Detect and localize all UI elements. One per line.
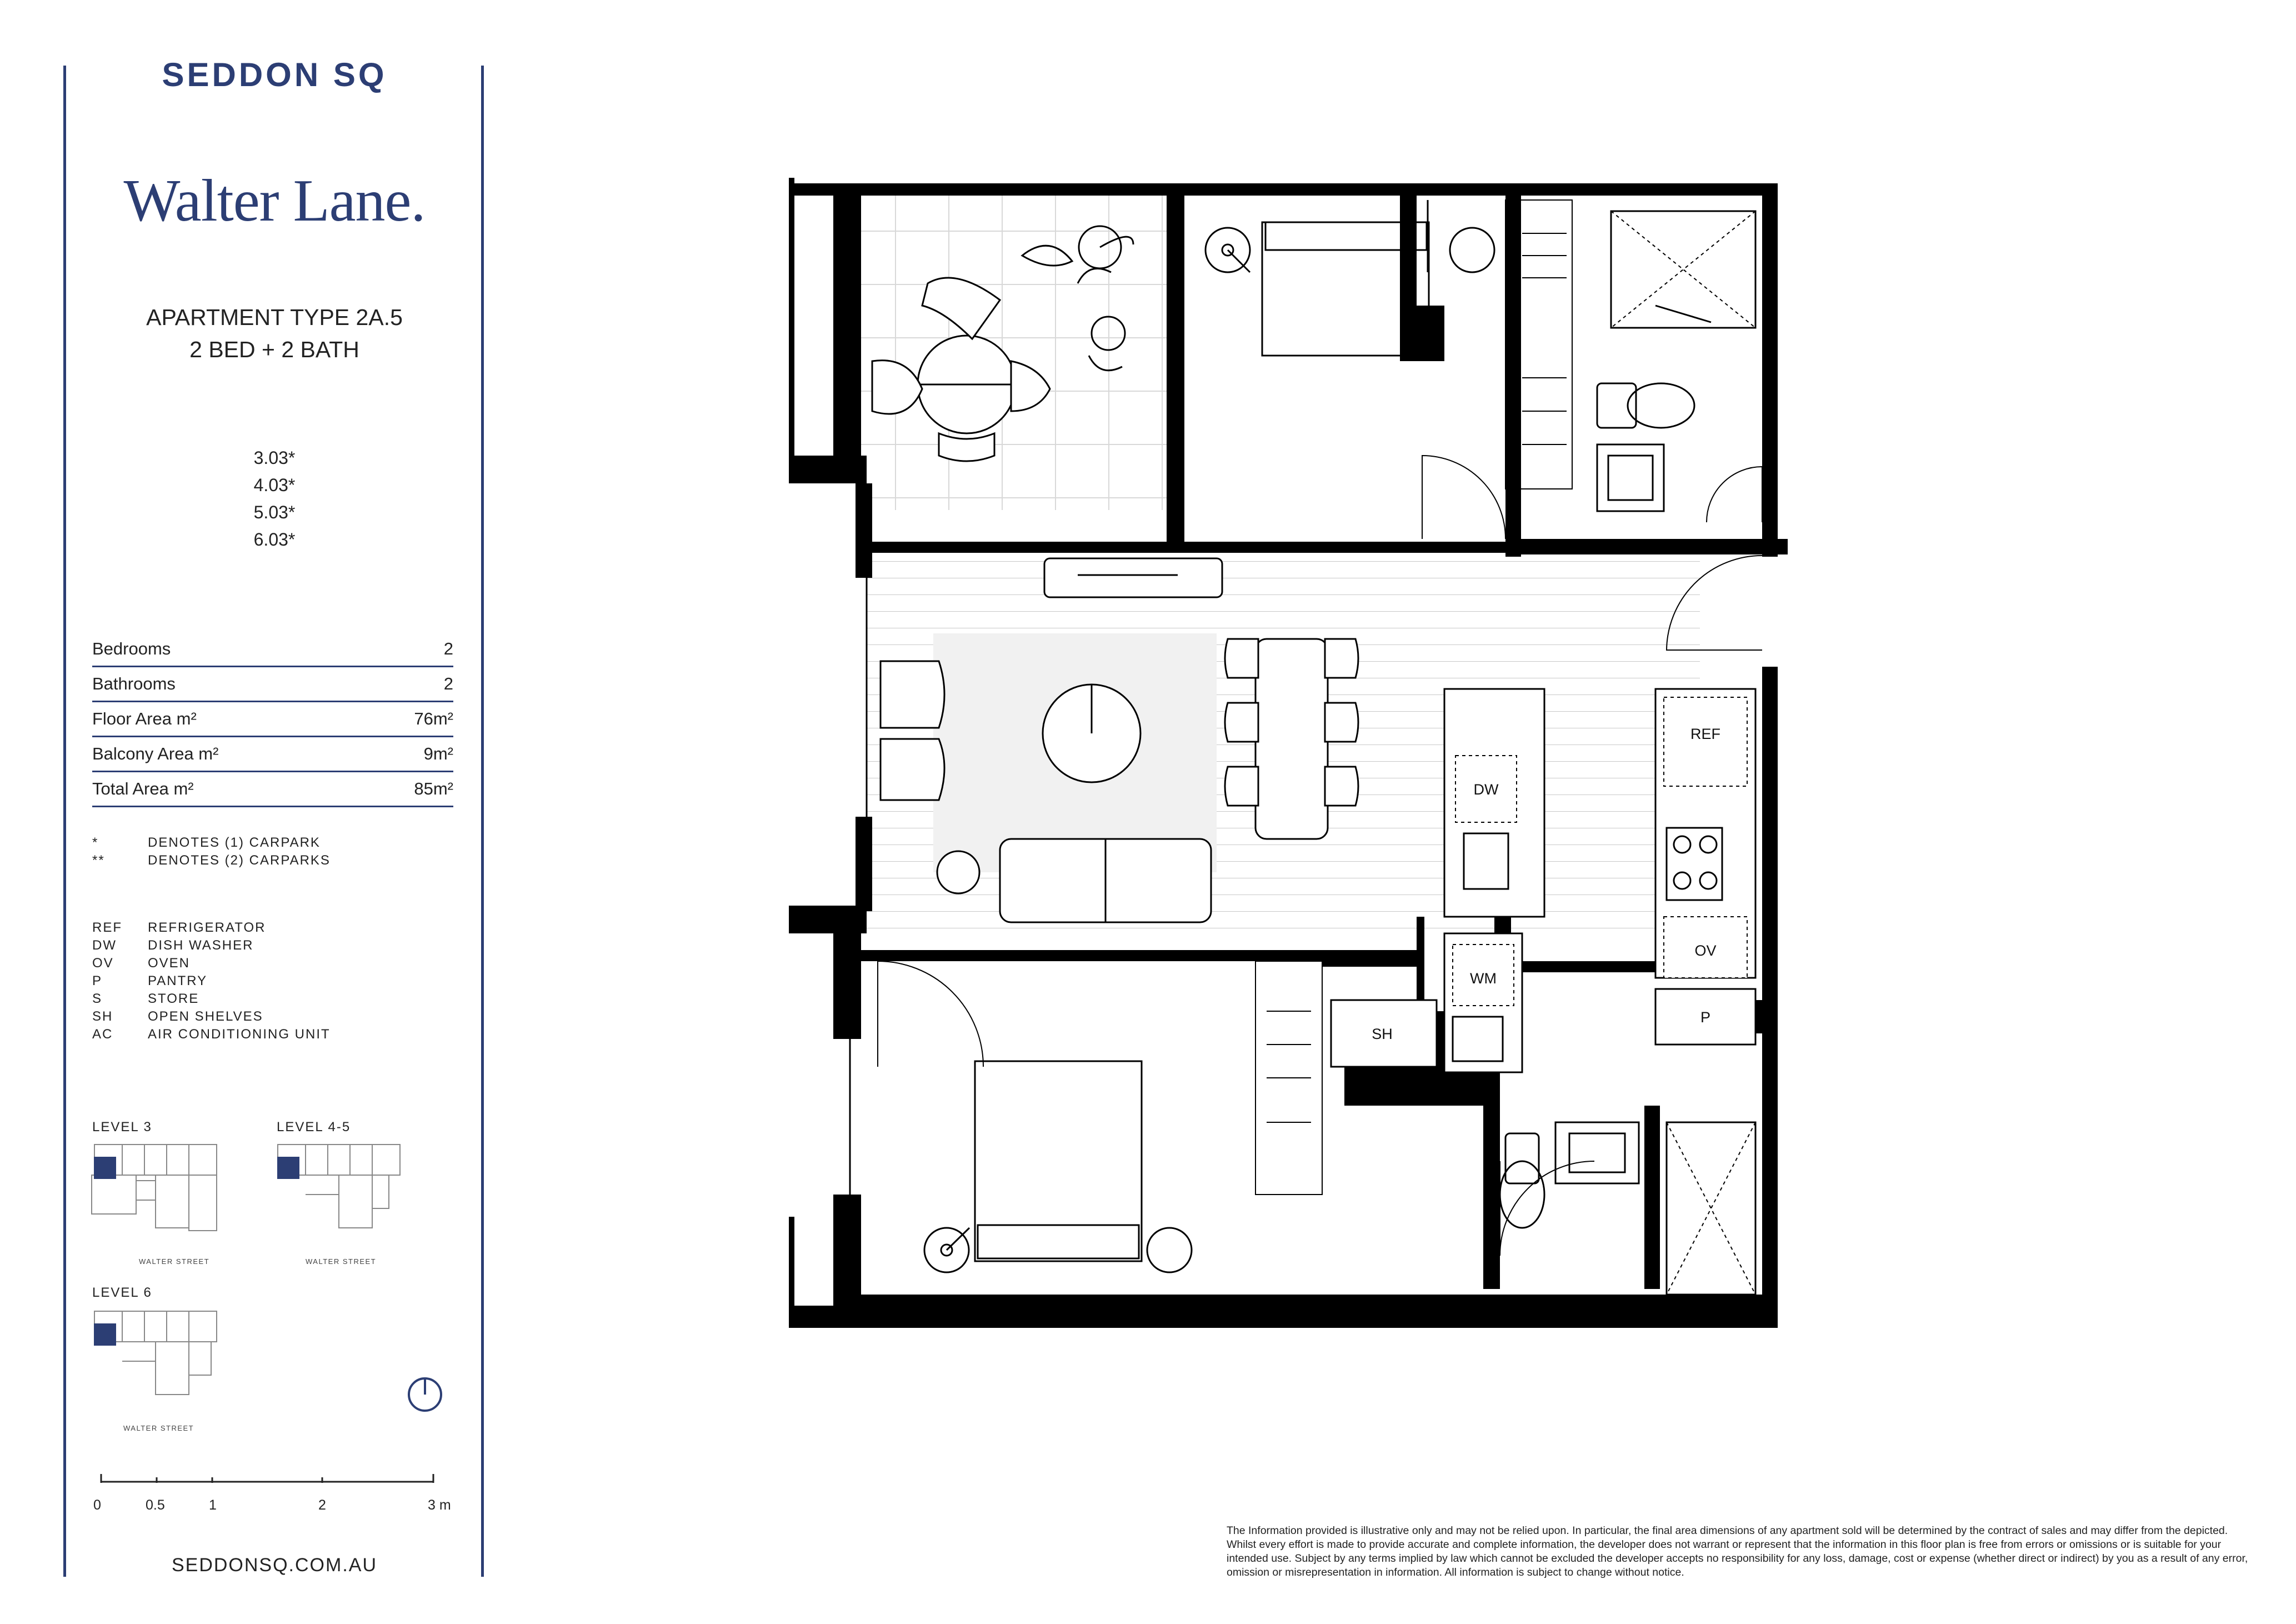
brand-name: SEDDON SQ bbox=[162, 56, 387, 93]
kitchen-island bbox=[1444, 689, 1544, 917]
key-plan-highlight bbox=[94, 1157, 116, 1179]
ensuite-1-fixtures bbox=[1597, 211, 1762, 522]
legend-abbr: P bbox=[92, 973, 103, 988]
floor-plan bbox=[789, 178, 1789, 1328]
table-row bbox=[92, 737, 453, 772]
legend-meaning: REFRIGERATOR bbox=[148, 920, 266, 935]
spec-value: 85m² bbox=[368, 772, 453, 807]
north-arrow-icon bbox=[406, 1375, 444, 1414]
legend-meaning: STORE bbox=[148, 991, 199, 1006]
legend-abbr: DW bbox=[92, 938, 117, 953]
plan-label-sh: SH bbox=[1372, 1026, 1393, 1042]
note-mark: ** bbox=[92, 853, 105, 868]
spec-value: 76m² bbox=[368, 702, 453, 737]
spec-value: 2 bbox=[368, 667, 453, 702]
project-logo: Walter Lane. bbox=[123, 168, 426, 234]
plan-label-ref: REF bbox=[1690, 726, 1720, 742]
spec-label: Bedrooms bbox=[92, 632, 368, 667]
website-url: SEDDONSQ.COM.AU bbox=[171, 1555, 378, 1576]
bedroom-2-furniture bbox=[924, 1061, 1192, 1272]
spec-label: Balcony Area m² bbox=[92, 737, 368, 772]
list-item bbox=[92, 991, 331, 1009]
table-row bbox=[92, 702, 453, 737]
spec-label: Floor Area m² bbox=[92, 702, 368, 737]
unit-number: 6.03* bbox=[253, 529, 296, 549]
key-plan-level-label: LEVEL 6 bbox=[92, 1285, 152, 1300]
list-item bbox=[92, 938, 331, 956]
list-item bbox=[92, 835, 331, 853]
unit-number: 4.03* bbox=[253, 475, 296, 495]
abbreviation-legend bbox=[92, 920, 331, 1045]
unit-number: 5.03* bbox=[253, 502, 296, 522]
scale-tick-label: 1 bbox=[209, 1497, 217, 1513]
legend-meaning: PANTRY bbox=[148, 973, 208, 988]
table-row bbox=[92, 667, 453, 702]
list-item bbox=[92, 1027, 331, 1045]
legend-meaning: AIR CONDITIONING UNIT bbox=[148, 1027, 331, 1042]
bedroom-2-door bbox=[878, 961, 983, 1067]
sidebar-left-rule bbox=[63, 66, 66, 1577]
apartment-bed-bath: 2 BED + 2 BATH bbox=[189, 337, 359, 362]
bedroom-1-door bbox=[1422, 456, 1505, 539]
list-item bbox=[92, 853, 331, 871]
spec-value: 9m² bbox=[368, 737, 453, 772]
area-schedule-table bbox=[92, 632, 453, 807]
table-row bbox=[92, 772, 453, 807]
bedroom-2-wardrobe bbox=[1255, 961, 1322, 1195]
scale-tick-label: 0 bbox=[93, 1497, 101, 1513]
legend-abbr: S bbox=[92, 991, 103, 1006]
bathroom-2-fixtures bbox=[1500, 1122, 1755, 1295]
note-text: DENOTES (1) CARPARK bbox=[148, 835, 321, 850]
scale-tick-label: 0.5 bbox=[146, 1497, 165, 1513]
plan-label-p: P bbox=[1700, 1009, 1711, 1026]
legend-meaning: OPEN SHELVES bbox=[148, 1009, 263, 1024]
spec-value: 2 bbox=[368, 632, 453, 667]
key-plan-street: WALTER STREET bbox=[123, 1424, 194, 1432]
table-row bbox=[92, 632, 453, 667]
key-plan-level-4-5 bbox=[272, 1139, 406, 1239]
carpark-notes bbox=[92, 835, 331, 871]
key-plan-street: WALTER STREET bbox=[139, 1257, 210, 1266]
sidebar-right-rule bbox=[481, 66, 484, 1577]
list-item bbox=[92, 920, 331, 938]
legend-abbr: AC bbox=[92, 1027, 113, 1042]
plan-label-ov: OV bbox=[1694, 942, 1717, 959]
laundry bbox=[1444, 933, 1522, 1072]
bedroom-1-furniture bbox=[1205, 200, 1494, 356]
disclaimer-text: The Information provided is illustrative only and may not be relied upon. In particular, the final area dimensions of any apartment sold will be determined by the contract of sales and may differ from the depicted. Whilst every effort is made to provide accurate and complete information, the developer does not warrant or represent that the information in this floor plan is free from errors or omissions or is suitable for your intended use. Subject by any terms implied by law which cannot be excluded the developer accepts no responsibility for any loss, damage, cost or expense (whether direct or indirect) by you as a result of any error, omission or misrepresentation in information. All information is subject to change without notice. bbox=[1227, 1525, 2248, 1578]
list-item bbox=[92, 956, 331, 973]
sidebar-panel bbox=[0, 0, 489, 1624]
list-item bbox=[92, 1009, 331, 1027]
legend-abbr: SH bbox=[92, 1009, 113, 1024]
legend-abbr: OV bbox=[92, 956, 114, 971]
key-plan-highlight bbox=[277, 1157, 299, 1179]
spec-label: Total Area m² bbox=[92, 772, 368, 807]
plan-label-dw: DW bbox=[1473, 781, 1499, 798]
note-text: DENOTES (2) CARPARKS bbox=[148, 853, 331, 868]
key-plan-level-label: LEVEL 3 bbox=[92, 1120, 152, 1135]
note-mark: * bbox=[92, 835, 99, 850]
key-plan-street: WALTER STREET bbox=[306, 1257, 377, 1266]
legend-abbr: REF bbox=[92, 920, 122, 935]
key-plan-level-6 bbox=[89, 1306, 222, 1406]
spec-label: Bathrooms bbox=[92, 667, 368, 702]
scale-bar bbox=[94, 1470, 439, 1486]
key-plan-level-3 bbox=[89, 1139, 222, 1239]
scale-tick-label: 3 m bbox=[428, 1497, 451, 1513]
key-plan-level-label: LEVEL 4-5 bbox=[277, 1120, 351, 1135]
hall-console bbox=[1044, 558, 1222, 597]
apartment-type: APARTMENT TYPE 2A.5 bbox=[146, 304, 403, 330]
legend-meaning: OVEN bbox=[148, 956, 191, 971]
unit-list bbox=[64, 444, 484, 553]
list-item bbox=[92, 973, 331, 991]
plan-label-wm: WM bbox=[1470, 970, 1497, 987]
scale-tick-label: 2 bbox=[318, 1497, 326, 1513]
unit-number: 3.03* bbox=[253, 448, 296, 468]
key-plan-highlight bbox=[94, 1323, 116, 1346]
legend-meaning: DISH WASHER bbox=[148, 938, 254, 953]
